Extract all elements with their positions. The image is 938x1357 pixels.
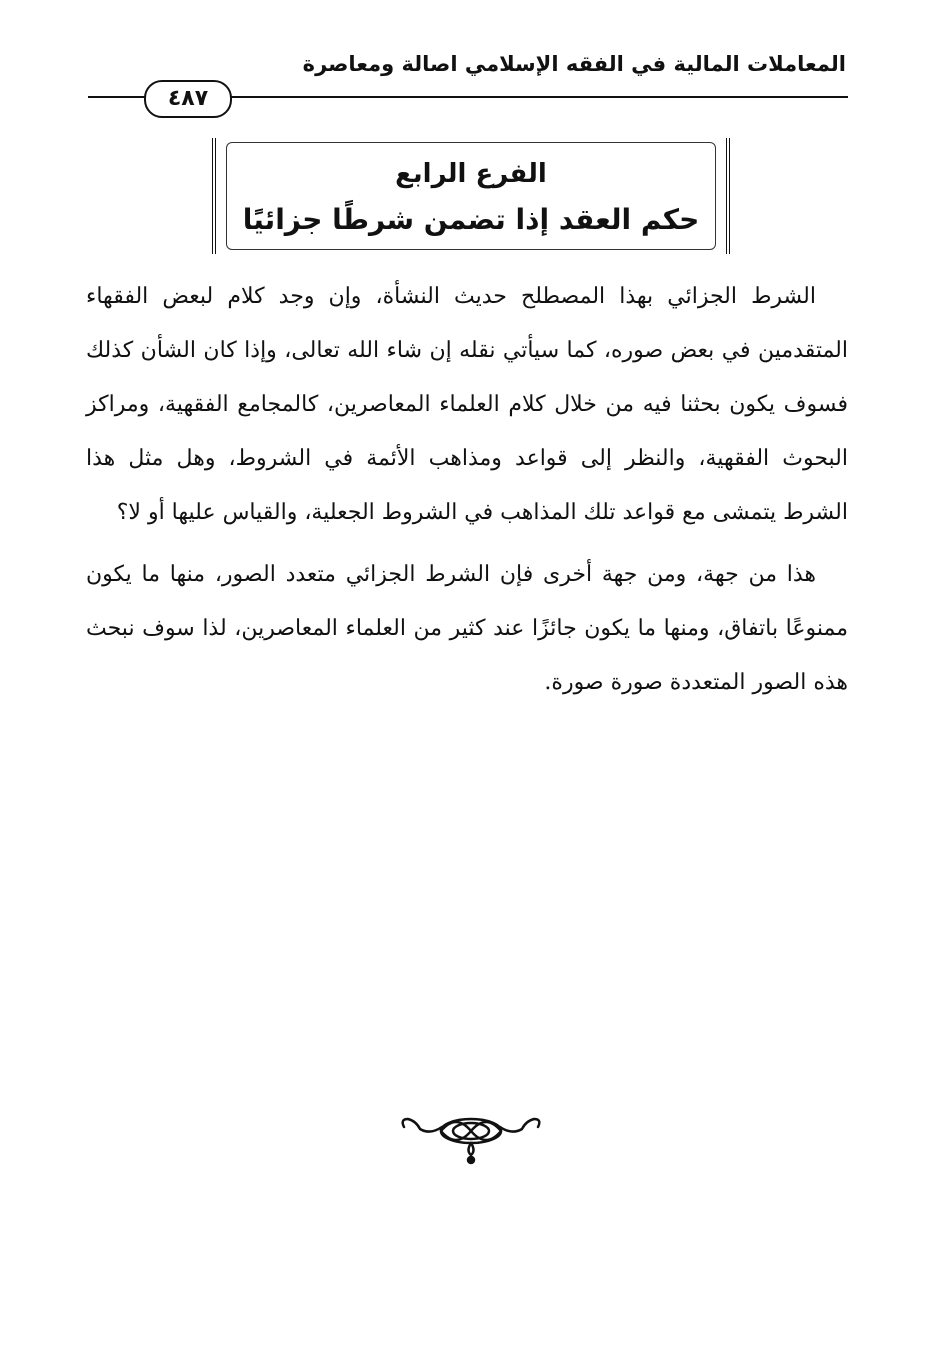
section-title-box <box>212 138 730 254</box>
section-title-inner-frame <box>226 142 716 250</box>
section-subtitle: الفرع الرابع <box>395 159 547 189</box>
paragraph-1: الشرط الجزائي بهذا المصطلح حديث النشأة، وإن وجد كلام لبعض الفقهاء المتقدمين في بعض صوره، كما سيأتي نقله إن شاء الله تعالى، وإذا كان الشأن كذلك فسوف يكون بحثنا فيه من خلال كلام العلماء المعاصرين، كالمجامع الفقهية، ومراكز البحوث الفقهية، والنظر إلى قواعد ومذاهب الأئمة في الشروط، وهل مثل هذا الشرط يتمشى مع قواعد تلك المذاهب في الشروط الجعلية، والقياس عليها أو لا؟ <box>86 284 848 525</box>
page-number: ٤٨٧ <box>144 80 232 118</box>
section-title: حكم العقد إذا تضمن شرطًا جزائيًا <box>242 203 700 236</box>
running-header-title: المعاملات المالية في الفقه الإسلامي اصالة ومعاصرة <box>302 52 846 76</box>
ornament-icon <box>396 1105 546 1167</box>
paragraph-2: هذا من جهة، ومن جهة أخرى فإن الشرط الجزائي متعدد الصور، منها ما يكون ممنوعًا باتفاق، ومنها ما يكون جائزًا عند كثير من العلماء المعاصرين، لذا سوف نبحث هذه الصور المتعددة صورة صورة. <box>86 562 848 695</box>
body-text <box>86 270 848 710</box>
